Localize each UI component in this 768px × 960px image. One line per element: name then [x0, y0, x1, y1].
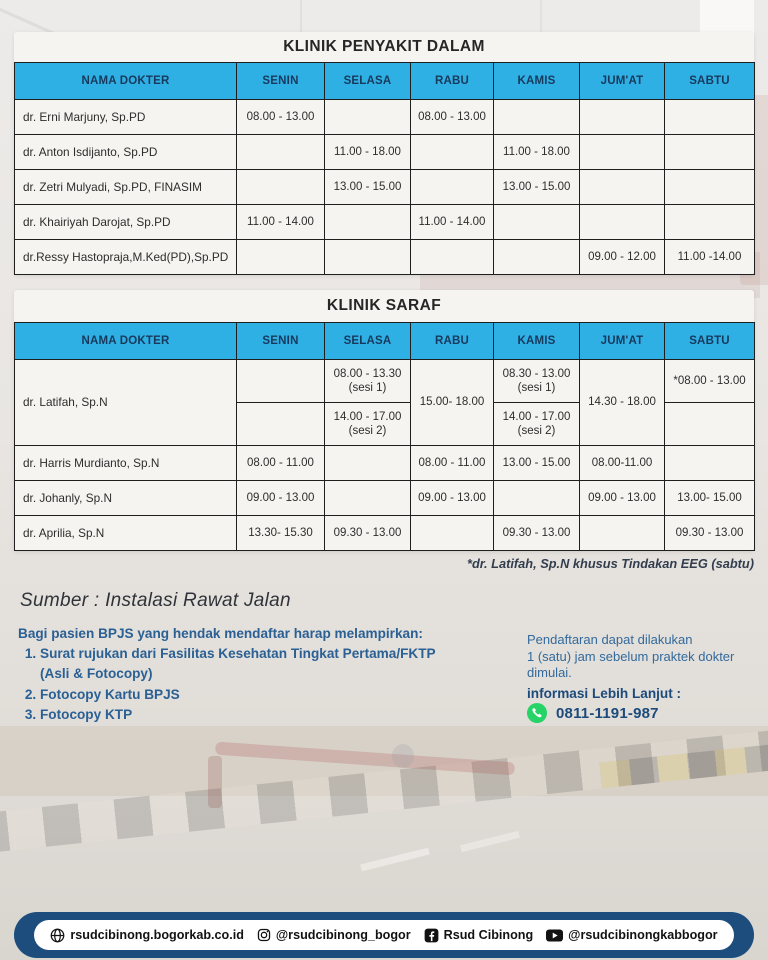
bpjs-list	[18, 644, 513, 726]
eeg-footnote: *dr. Latifah, Sp.N khusus Tindakan EEG (sabtu)	[466, 556, 754, 571]
background-pipe	[215, 742, 515, 776]
doctor-name-cell: dr. Aprilia, Sp.N	[15, 516, 237, 551]
table-row	[15, 481, 755, 516]
table-row	[15, 205, 755, 240]
background-pipe-flange	[392, 744, 414, 768]
footer-instagram-label: @rsudcibinong_bogor	[275, 928, 411, 942]
column-header-rabu: RABU	[411, 323, 494, 360]
schedule-cell	[237, 170, 325, 205]
footer-website-link[interactable]	[50, 928, 244, 943]
source-line: Sumber : Instalasi Rawat Jalan	[20, 590, 291, 611]
schedule-cell	[325, 446, 411, 481]
schedule-cell	[494, 205, 580, 240]
doctor-name-cell: dr. Latifah, Sp.N	[15, 360, 237, 446]
table-row	[15, 135, 755, 170]
footer-website-label: rsudcibinong.bogorkab.co.id	[70, 928, 244, 942]
doctor-name-cell: dr. Johanly, Sp.N	[15, 481, 237, 516]
registration-note-line: dimulai.	[527, 665, 572, 681]
clinic-panel-penyakit-dalam	[14, 32, 754, 275]
column-header-senin: SENIN	[237, 63, 325, 100]
schedule-cell: 09.00 - 12.00	[580, 240, 665, 275]
schedule-cell	[580, 135, 665, 170]
doctor-name-cell: dr. Khairiyah Darojat, Sp.PD	[15, 205, 237, 240]
schedule-cell	[494, 481, 580, 516]
footer-facebook-link[interactable]	[424, 928, 534, 943]
schedule-cell	[325, 240, 411, 275]
schedule-cell: 14.00 - 17.00 (sesi 2)	[494, 403, 580, 446]
schedule-cell: 11.00 - 14.00	[411, 205, 494, 240]
bpjs-list-item: 3. Fotocopy KTP	[40, 705, 513, 725]
schedule-cell: 08.00 - 13.30 (sesi 1)	[325, 360, 411, 403]
doctor-name-cell: dr. Zetri Mulyadi, Sp.PD, FINASIM	[15, 170, 237, 205]
schedule-cell	[494, 100, 580, 135]
schedule-cell: 08.00-11.00	[580, 446, 665, 481]
schedule-cell	[665, 170, 755, 205]
doctor-name-cell: dr. Anton Isdijanto, Sp.PD	[15, 135, 237, 170]
column-header-selasa: SELASA	[325, 63, 411, 100]
schedule-cell	[665, 205, 755, 240]
schedule-cell	[325, 481, 411, 516]
background-curb	[0, 726, 768, 855]
schedule-cell	[411, 516, 494, 551]
clinic-panel-saraf	[14, 290, 754, 551]
registration-note-line: 1 (satu) jam sebelum praktek dokter	[527, 648, 735, 664]
column-header-jumat: JUM'AT	[580, 63, 665, 100]
schedule-cell	[237, 240, 325, 275]
doctor-name-cell: dr.Ressy Hastopraja,M.Ked(PD),Sp.PD	[15, 240, 237, 275]
schedule-cell: 11.00 -14.00	[665, 240, 755, 275]
background-window	[700, 0, 754, 36]
column-header-nama-dokter: NAMA DOKTER	[15, 63, 237, 100]
schedule-cell: 08.00 - 13.00	[237, 100, 325, 135]
clinic-title-saraf: KLINIK SARAF	[326, 297, 442, 314]
registration-note-line: Pendaftaran dapat dilakukan	[527, 632, 693, 647]
schedule-cell: 09.30 - 13.00	[325, 516, 411, 551]
schedule-cell	[580, 170, 665, 205]
background-road-marking	[360, 848, 430, 872]
background-curb	[599, 742, 768, 789]
schedule-cell	[411, 170, 494, 205]
background-pipe	[208, 756, 222, 808]
schedule-cell	[580, 100, 665, 135]
column-header-sabtu: SABTU	[665, 63, 755, 100]
schedule-cell: 13.00 - 15.00	[494, 170, 580, 205]
schedule-cell	[237, 403, 325, 446]
schedule-cell: *08.00 - 13.00	[665, 360, 755, 403]
whatsapp-contact[interactable]	[527, 703, 659, 723]
more-info-heading: informasi Lebih Lanjut :	[527, 686, 682, 701]
schedule-cell: 09.00 - 13.00	[580, 481, 665, 516]
table-row	[15, 100, 755, 135]
schedule-cell: 08.00 - 11.00	[411, 446, 494, 481]
instagram-icon	[257, 928, 271, 942]
footer-youtube-label: @rsudcibinongkabbogor	[568, 928, 718, 942]
facebook-icon	[424, 928, 439, 943]
schedule-cell: 09.00 - 13.00	[411, 481, 494, 516]
table-row	[15, 170, 755, 205]
schedule-cell	[237, 360, 325, 403]
schedule-cell	[325, 205, 411, 240]
bpjs-requirements	[18, 626, 513, 726]
schedule-cell	[665, 446, 755, 481]
schedule-cell	[237, 135, 325, 170]
footer-social-pill	[34, 920, 733, 950]
bpjs-list-item: 1. Surat rujukan dari Fasilitas Kesehatan Tingkat Pertama/FKTP (Asli & Fotocopy)	[40, 644, 513, 685]
whatsapp-icon	[527, 703, 547, 723]
table-row	[15, 240, 755, 275]
bpjs-heading: Bagi pasien BPJS yang hendak mendaftar harap melampirkan:	[18, 626, 423, 641]
schedule-cell	[411, 240, 494, 275]
background-road-marking	[460, 831, 520, 852]
schedule-cell	[580, 516, 665, 551]
globe-icon	[50, 928, 65, 943]
doctor-name-cell: dr. Harris Murdianto, Sp.N	[15, 446, 237, 481]
table-row	[15, 516, 755, 551]
table-row	[15, 360, 755, 403]
schedule-cell	[665, 100, 755, 135]
column-header-nama-dokter: NAMA DOKTER	[15, 323, 237, 360]
schedule-cell: 09.30 - 13.00	[665, 516, 755, 551]
schedule-cell: 11.00 - 14.00	[237, 205, 325, 240]
footer-youtube-link[interactable]	[546, 928, 717, 942]
table-row	[15, 446, 755, 481]
schedule-cell: 14.30 - 18.00	[580, 360, 665, 446]
doctor-name-cell: dr. Erni Marjuny, Sp.PD	[15, 100, 237, 135]
column-header-jumat: JUM'AT	[580, 323, 665, 360]
schedule-cell: 13.00 - 15.00	[325, 170, 411, 205]
schedule-cell	[325, 100, 411, 135]
schedule-table-saraf	[14, 322, 755, 551]
column-header-senin: SENIN	[237, 323, 325, 360]
schedule-cell: 13.00- 15.00	[665, 481, 755, 516]
footer-bar	[14, 912, 754, 958]
footer-instagram-link[interactable]	[257, 928, 411, 942]
schedule-cell: 08.30 - 13.00 (sesi 1)	[494, 360, 580, 403]
schedule-cell: 08.00 - 13.00	[411, 100, 494, 135]
schedule-cell	[665, 403, 755, 446]
bpjs-list-item: 2. Fotocopy Kartu BPJS	[40, 685, 513, 705]
background-ground	[0, 726, 768, 796]
clinic-title-penyakit-dalam: KLINIK PENYAKIT DALAM	[283, 38, 485, 55]
schedule-cell: 13.00 - 15.00	[494, 446, 580, 481]
schedule-cell	[665, 135, 755, 170]
schedule-cell	[580, 205, 665, 240]
schedule-cell: 09.00 - 13.00	[237, 481, 325, 516]
schedule-cell: 11.00 - 18.00	[494, 135, 580, 170]
registration-note	[527, 632, 759, 682]
schedule-cell: 14.00 - 17.00 (sesi 2)	[325, 403, 411, 446]
schedule-table-penyakit-dalam	[14, 62, 755, 275]
schedule-cell	[411, 135, 494, 170]
schedule-cell: 13.30- 15.30	[237, 516, 325, 551]
schedule-cell: 08.00 - 11.00	[237, 446, 325, 481]
schedule-cell: 09.30 - 13.00	[494, 516, 580, 551]
column-header-kamis: KAMIS	[494, 323, 580, 360]
schedule-cell	[494, 240, 580, 275]
column-header-sabtu: SABTU	[665, 323, 755, 360]
footer-facebook-label: Rsud Cibinong	[443, 928, 534, 942]
schedule-cell: 15.00- 18.00	[411, 360, 494, 446]
whatsapp-number: 0811-1191-987	[556, 704, 659, 722]
column-header-selasa: SELASA	[325, 323, 411, 360]
youtube-icon	[546, 929, 563, 942]
column-header-kamis: KAMIS	[494, 63, 580, 100]
schedule-cell: 11.00 - 18.00	[325, 135, 411, 170]
column-header-rabu: RABU	[411, 63, 494, 100]
